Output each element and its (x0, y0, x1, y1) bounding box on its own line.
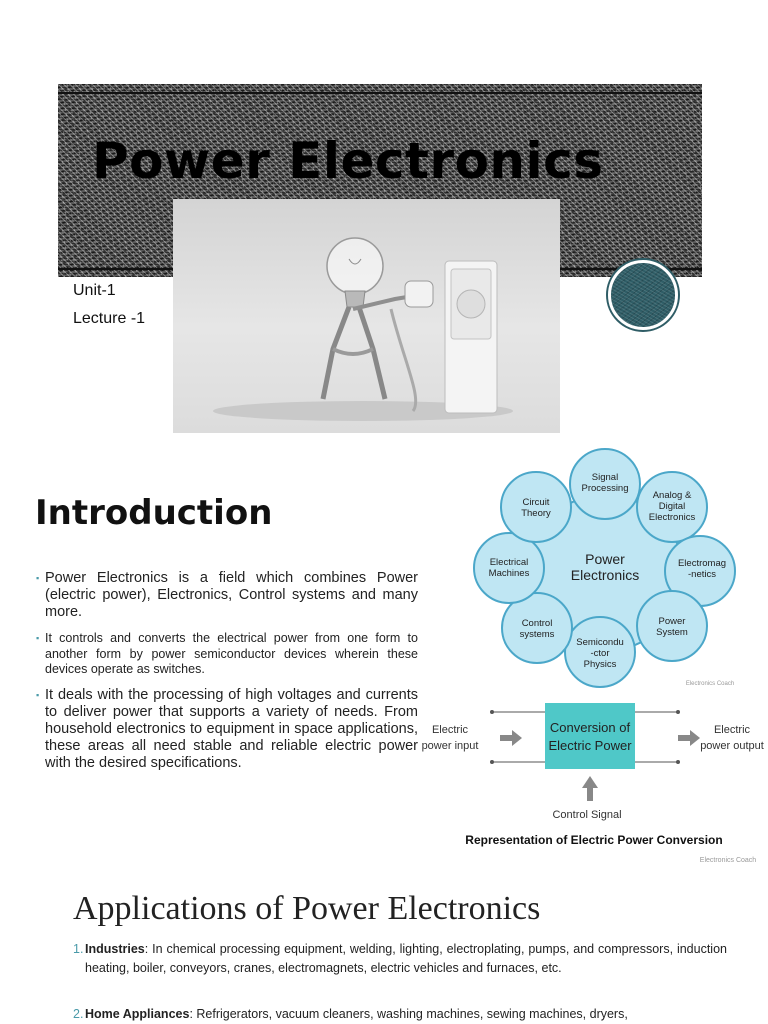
node-text: systems (519, 629, 555, 640)
bullet-marker-icon: ▪ (36, 690, 40, 700)
node-text: Control (521, 618, 553, 629)
list-item-label: Home Appliances (85, 1007, 190, 1021)
node-text: Analog & (652, 490, 692, 501)
list-number: 1. (73, 942, 84, 956)
node-text: Machines (488, 568, 530, 579)
node-text: Electromag (677, 558, 727, 569)
decorative-circle (608, 260, 678, 330)
list-item-text: : In chemical processing equipment, welding, lighting, electroplating, pumps, and compressors, induction heating, boiler, conveyors, cranes, electromagnets, electric vehicles and furnaces, etc. (85, 942, 727, 975)
conversion-credit: Electronics Coach (699, 857, 757, 864)
input-label: Electric (431, 724, 469, 736)
applications-heading: Applications of Power Electronics (73, 890, 541, 927)
output-arrow-icon (678, 730, 700, 746)
list-item (73, 1005, 727, 1024)
list-item (73, 940, 727, 977)
node-text: Circuit (522, 497, 550, 508)
control-arrow-icon (582, 776, 598, 801)
unit-label: Unit-1 (73, 282, 116, 299)
bullet-marker-icon: ▪ (36, 633, 40, 643)
node-text: Power (658, 616, 686, 627)
list-item-text: : Refrigerators, vacuum cleaners, washing machines, sewing machines, dryers, (189, 1007, 628, 1021)
bullet-text: Power Electronics is a field which combines Power (electric power), Electronics, Control systems and many more. (45, 570, 418, 620)
lightbulb-robot-illustration (173, 199, 560, 433)
node-text: -netics (688, 569, 716, 580)
node-text: Theory (521, 508, 551, 519)
bullet-marker-icon: ▪ (36, 573, 40, 583)
bullet-item (36, 570, 418, 621)
diagram-credit: Electronics Coach (685, 681, 735, 687)
lecture-label: Lecture -1 (73, 310, 146, 327)
bullet-text: It deals with the processing of high voltages and currents to deliver power that supports a variety of needs. From household electronics to equipment in space applications, these areas all need stable and reliable electric power with the desired specifications. (45, 687, 418, 771)
node-text: Signal (591, 472, 619, 483)
node-text: Electronics (648, 512, 696, 523)
node-text: Electrical (489, 557, 529, 568)
node-text: Semicondu (576, 637, 624, 648)
node-text: -ctor (590, 648, 610, 659)
input-label: power input (421, 740, 479, 752)
power-electronics-bubble-diagram (460, 440, 760, 690)
conversion-box (545, 703, 635, 769)
bullet-text: It controls and converts the electrical power from one form to another form by power semiconductor devices wherein these devices operate as switches. (45, 631, 418, 676)
bullet-item (36, 631, 418, 678)
output-label: power output (700, 740, 764, 752)
conversion-caption: Representation of Electric Power Conversion (465, 833, 723, 847)
slide-title: Power Electronics (92, 132, 604, 190)
list-item-label: Industries (85, 942, 145, 956)
lightbulb-plug-photo (173, 199, 560, 433)
node-text: System (656, 627, 688, 638)
control-label: Control Signal (552, 809, 622, 821)
input-arrow-icon (500, 730, 522, 746)
node-text: Digital (658, 501, 686, 512)
introduction-heading: Introduction (35, 493, 273, 533)
node-text: Processing (581, 483, 629, 494)
banner-top-rule (58, 92, 702, 94)
bullet-item (36, 687, 418, 772)
box-text: Electric Power (548, 738, 632, 753)
box-text: Conversion of (549, 720, 631, 735)
center-text: Power (585, 551, 625, 567)
center-text: Electronics (570, 567, 640, 583)
power-conversion-diagram (420, 696, 765, 866)
output-label: Electric (713, 724, 751, 736)
list-number: 2. (73, 1007, 84, 1021)
node-text: Physics (583, 659, 617, 670)
